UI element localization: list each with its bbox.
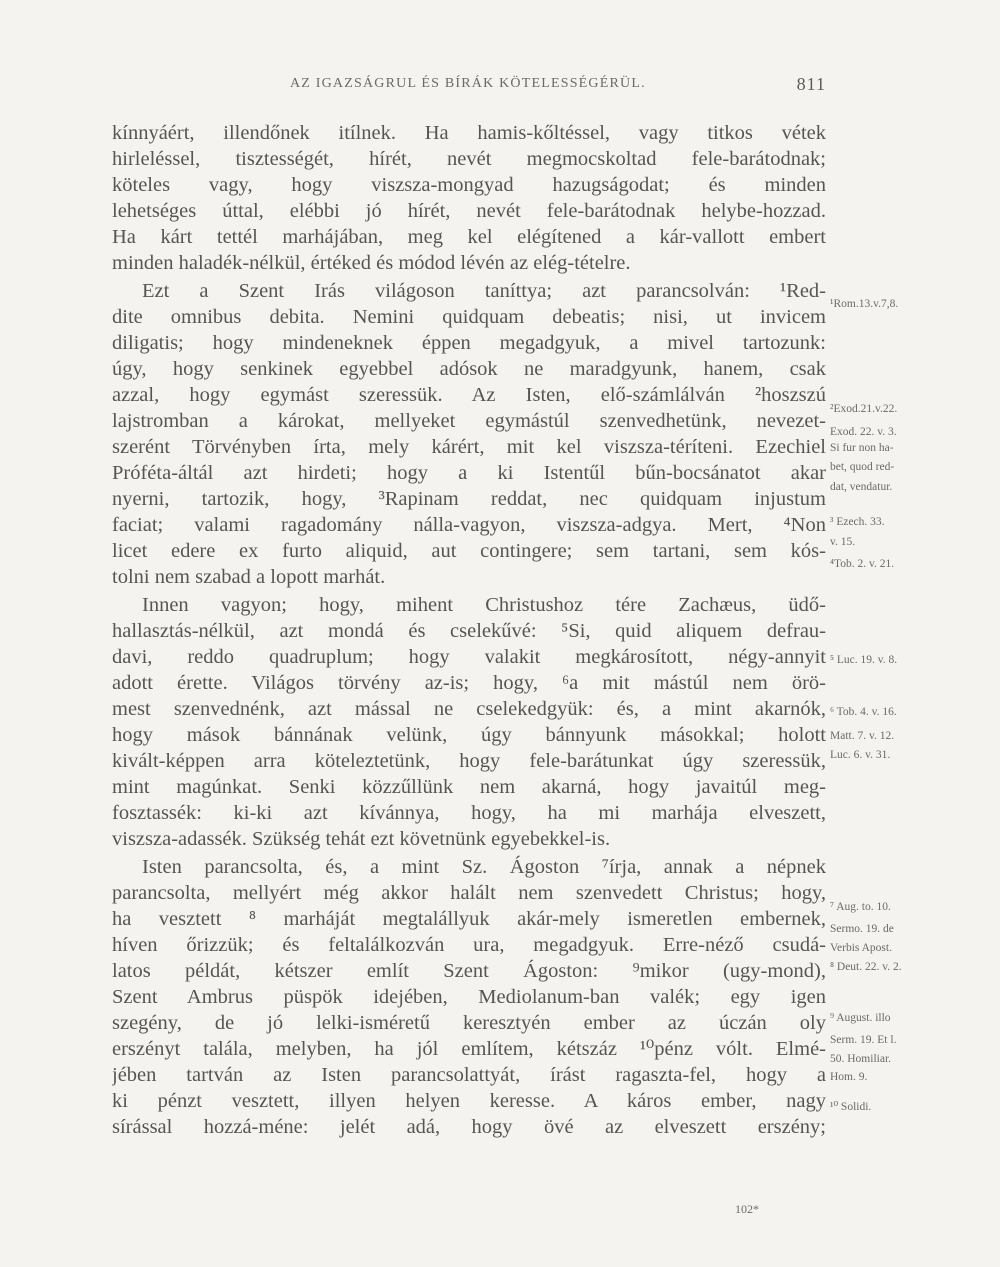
margin-note: Luc. 6. v. 31. xyxy=(830,749,891,761)
margin-note: ⁸ Deut. 22. v. 2. xyxy=(830,961,902,973)
margin-note: Verbis Apost. xyxy=(830,942,892,954)
margin-note: ⁹ August. illo xyxy=(830,1012,891,1024)
text-line: lajstromban a károkat, mellyeket egymástúl szenvedhetünk, nevezet- xyxy=(112,410,826,432)
margin-note: dat, vendatur. xyxy=(830,481,893,493)
text-line: adott érette. Világos törvény az-is; hogy, ⁶a mit mástúl nem örö- xyxy=(112,672,826,694)
margin-note: ⁴Tob. 2. v. 21. xyxy=(830,558,895,570)
text-line: dite omnibus debita. Nemini quidquam debeatis; nisi, ut invicem xyxy=(112,306,826,328)
text-line: hallasztás-nélkül, azt mondá és cselekűvé: ⁵Si, quid aliquem defrau- xyxy=(112,620,826,642)
text-line: Próféta-áltál azt hirdeti; hogy a ki Istentűl bűn-bocsánatot akar xyxy=(112,462,826,484)
margin-note: ⁵ Luc. 19. v. 8. xyxy=(830,654,898,666)
page-number: 811 xyxy=(796,74,826,94)
text-line: hirleléssel, tisztességét, hírét, nevét megmocskoltad fele-barátodnak; xyxy=(112,148,826,170)
text-line: mest szenvednénk, azt mással ne cselekedgyük: és, a mint akarnók, xyxy=(112,698,826,720)
text-line: faciat; valami ragadomány nálla-vagyon, viszsza-adgya. Mert, ⁴Non xyxy=(112,514,826,536)
text-line: szerént Törvényben írta, mely kárért, mit kel viszsza-téríteni. Ezechiel xyxy=(112,436,826,458)
margin-note: Serm. 19. Et l. xyxy=(830,1034,897,1046)
text-line: jében tartván az Isten parancsolattyát, írást ragaszta-fel, hogy a xyxy=(112,1064,826,1086)
margin-note: ⁶ Tob. 4. v. 16. xyxy=(830,706,897,718)
text-line: licet edere ex furto aliquid, aut contingere; sem tartani, sem kós- xyxy=(112,540,826,562)
margin-note: ¹⁰ Solidi. xyxy=(830,1101,872,1113)
margin-note: ³ Ezech. 33. xyxy=(830,516,885,528)
margin-note: ²Exod.21.v.22. xyxy=(830,403,898,415)
text-line: úgy, hogy senkinek egyebbel adósok ne maradgyunk, hanem, csak xyxy=(112,358,826,380)
text-line: Ezt a Szent Irás világoson taníttya; azt parancsolván: ¹Red- xyxy=(142,280,826,302)
text-line: ha vesztett ⁸ marháját megtalállyuk akár-mely ismeretlen embernek, xyxy=(112,908,826,930)
text-line: erszényt talála, melyben, ha jól említem, kétszáz ¹⁰pénz vólt. Elmé- xyxy=(112,1038,826,1060)
signature-mark: 102* xyxy=(735,1202,759,1216)
text-line: minden haladék-nélkül, értéked és módod lévén az elég-tételre. xyxy=(112,252,631,274)
text-line: latos példát, kétszer említ Szent Ágoston: ⁹mikor (ugy-mond), xyxy=(112,960,826,982)
margin-note: Si fur non ha- xyxy=(830,442,894,454)
margin-note: Sermo. 19. de xyxy=(830,923,894,935)
margin-note: v. 15. xyxy=(830,536,856,548)
margin-note: ¹Rom.13.v.7,8. xyxy=(830,298,899,310)
text-line: davi, reddo quadruplum; hogy valakit megkárosított, négy-annyit xyxy=(112,646,826,668)
text-line: ki pénzt vesztett, illyen helyen keresse. A káros ember, nagy xyxy=(112,1090,826,1112)
text-line: mint magúnkat. Senki közzűllünk nem akarná, hogy javaitúl meg- xyxy=(112,776,826,798)
text-line: Isten parancsolta, és, a mint Sz. Ágoston ⁷írja, annak a népnek xyxy=(142,856,826,878)
text-line: parancsolta, mellyért még akkor halált nem szenvedett Christus; hogy, xyxy=(112,882,826,904)
text-line: Innen vagyon; hogy, mihent Christushoz tére Zachæus, üdő- xyxy=(142,594,826,616)
text-line: kivált-képpen arra köteleztetünk, hogy fele-barátunkat úgy szeressük, xyxy=(112,750,826,772)
text-line: fosztassék: ki-ki azt kívánnya, hogy, ha mi marhája elveszett, xyxy=(112,802,826,824)
text-line: tolni nem szabad a lopott marhát. xyxy=(112,566,386,588)
text-line: azzal, hogy egymást szeressük. Az Isten, elő-számlálván ²hoszszú xyxy=(112,384,826,406)
running-header xyxy=(112,76,826,100)
margin-note: bet, quod red- xyxy=(830,461,895,473)
text-line: híven őrizzük; és feltalálkozván ura, megadgyuk. Erre-néző csudá- xyxy=(112,934,826,956)
margin-note: Exod. 22. v. 3. xyxy=(830,426,897,438)
text-line: diligatis; hogy mindeneknek éppen megadgyuk, a mivel tartozunk: xyxy=(112,332,826,354)
header-title: AZ IGAZSÁGRUL ÉS BÍRÁK KÖTELESSÉGÉRÜL. xyxy=(290,76,646,91)
margin-note: Matt. 7. v. 12. xyxy=(830,730,895,742)
text-line: szegény, de jó lelki-isméretű keresztyén ember az úczán oly xyxy=(112,1012,826,1034)
margin-note: Hom. 9. xyxy=(830,1071,868,1083)
text-line: sírással hozzá-méne: jelét adá, hogy övé az elveszett erszény; xyxy=(112,1116,826,1138)
text-line: nyerni, tartozik, hogy, ³Rapinam reddat, nec quidquam injustum xyxy=(112,488,826,510)
text-line: köteles vagy, hogy viszsza-mongyad hazugságodat; és minden xyxy=(112,174,826,196)
text-line: hogy mások bánnának velünk, úgy bánnyunk másokkal; holott xyxy=(112,724,826,746)
text-line: Szent Ambrus püspök idejében, Mediolanum-ban valék; egy igen xyxy=(112,986,826,1008)
margin-note: 50. Homiliar. xyxy=(830,1053,892,1065)
text-line: lehetséges úttal, elébbi jó hírét, nevét fele-barátodnak helybe-hozzad. xyxy=(112,200,826,222)
text-line: kínnyáért, illendőnek itílnek. Ha hamis-kőltéssel, vagy titkos vétek xyxy=(112,122,826,144)
margin-note: ⁷ Aug. to. 10. xyxy=(830,901,891,913)
text-line: Ha kárt tettél marhájában, meg kel elégítened a kár-vallott embert xyxy=(112,226,826,248)
text-line: viszsza-adassék. Szükség tehát ezt követnünk egyebekkel-is. xyxy=(112,828,611,850)
